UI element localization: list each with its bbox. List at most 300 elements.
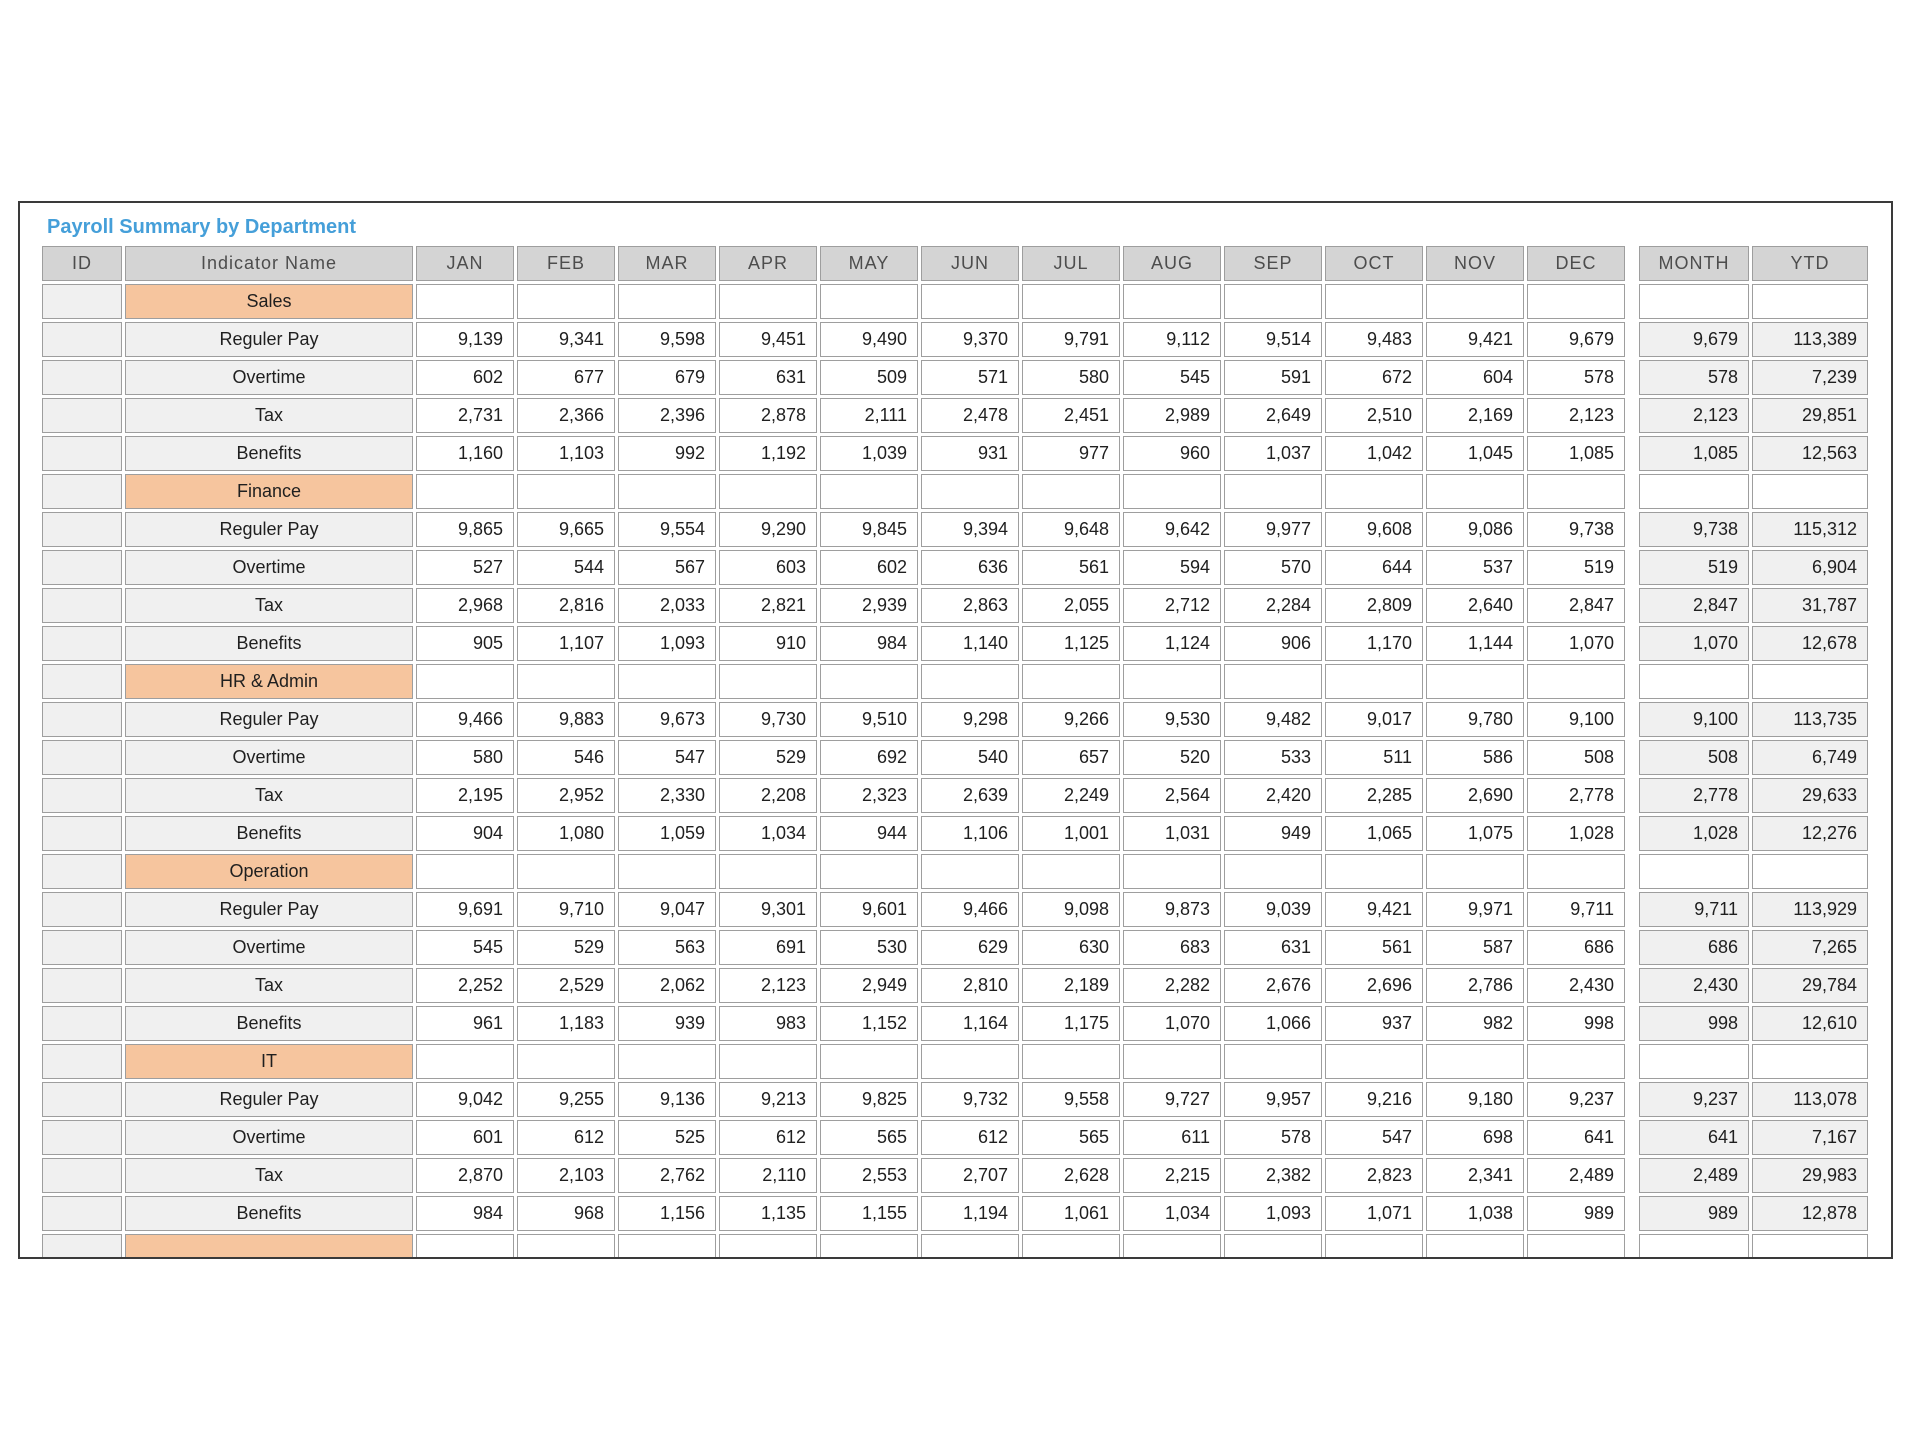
indicator-name-cell: Reguler Pay xyxy=(125,512,413,547)
empty-month-cell xyxy=(1527,854,1625,889)
empty-month-cell xyxy=(1325,854,1423,889)
month-value-cell: 601 xyxy=(416,1120,514,1155)
empty-month-cell xyxy=(820,854,918,889)
month-value-cell: 1,192 xyxy=(719,436,817,471)
indicator-row xyxy=(42,1120,1625,1155)
month-value-cell: 910 xyxy=(719,626,817,661)
month-value-cell: 9,732 xyxy=(921,1082,1019,1117)
month-value-cell: 9,180 xyxy=(1426,1082,1524,1117)
empty-month-cell xyxy=(719,1044,817,1079)
empty-month-cell xyxy=(719,284,817,319)
empty-ytd-cell xyxy=(1752,474,1868,509)
empty-month-cell xyxy=(921,854,1019,889)
month-value-cell: 9,237 xyxy=(1527,1082,1625,1117)
indicator-row xyxy=(42,588,1625,623)
empty-month-cell xyxy=(517,284,615,319)
id-cell xyxy=(42,512,122,547)
month-value-cell: 2,939 xyxy=(820,588,918,623)
indicator-name-cell: Tax xyxy=(125,588,413,623)
month-value-cell: 1,075 xyxy=(1426,816,1524,851)
month-value-cell: 2,649 xyxy=(1224,398,1322,433)
month-value-cell: 2,949 xyxy=(820,968,918,1003)
indicator-row xyxy=(42,512,1625,547)
indicator-name-cell: Overtime xyxy=(125,930,413,965)
id-cell xyxy=(42,664,122,699)
month-value-cell: 984 xyxy=(820,626,918,661)
empty-month-cell xyxy=(1224,1234,1322,1259)
indicator-row xyxy=(42,702,1625,737)
month-value-cell: 9,883 xyxy=(517,702,615,737)
month-value-cell: 9,971 xyxy=(1426,892,1524,927)
id-cell xyxy=(42,1044,122,1079)
month-value-cell: 1,066 xyxy=(1224,1006,1322,1041)
month-value-cell: 630 xyxy=(1022,930,1120,965)
empty-month-cell xyxy=(820,284,918,319)
empty-month-cell xyxy=(618,284,716,319)
ytd-cell: 12,563 xyxy=(1752,436,1868,471)
month-value-cell: 9,598 xyxy=(618,322,716,357)
indicator-summary-row xyxy=(1639,740,1868,775)
month-value-cell: 1,039 xyxy=(820,436,918,471)
month-value-cell: 571 xyxy=(921,360,1019,395)
month-value-cell: 9,466 xyxy=(416,702,514,737)
month-value-cell: 1,085 xyxy=(1527,436,1625,471)
month-total-cell: 2,489 xyxy=(1639,1158,1749,1193)
column-header-month: OCT xyxy=(1325,246,1423,281)
month-value-cell: 631 xyxy=(1224,930,1322,965)
month-value-cell: 519 xyxy=(1527,550,1625,585)
department-row xyxy=(42,1234,1625,1259)
month-value-cell: 2,553 xyxy=(820,1158,918,1193)
empty-month-cell xyxy=(1022,854,1120,889)
month-value-cell: 2,690 xyxy=(1426,778,1524,813)
empty-month-cell xyxy=(820,1044,918,1079)
month-value-cell: 9,730 xyxy=(719,702,817,737)
month-value-cell: 9,370 xyxy=(921,322,1019,357)
tables-scroll-region[interactable] xyxy=(39,243,1891,1259)
month-value-cell: 657 xyxy=(1022,740,1120,775)
month-value-cell: 565 xyxy=(1022,1120,1120,1155)
month-value-cell: 586 xyxy=(1426,740,1524,775)
month-value-cell: 603 xyxy=(719,550,817,585)
main-header-row xyxy=(42,246,1625,281)
id-cell xyxy=(42,588,122,623)
month-value-cell: 2,639 xyxy=(921,778,1019,813)
indicator-summary-row xyxy=(1639,1196,1868,1231)
month-value-cell: 2,564 xyxy=(1123,778,1221,813)
indicator-summary-row xyxy=(1639,930,1868,965)
month-total-cell: 2,847 xyxy=(1639,588,1749,623)
month-value-cell: 612 xyxy=(517,1120,615,1155)
month-value-cell: 587 xyxy=(1426,930,1524,965)
indicator-name-cell: Overtime xyxy=(125,360,413,395)
empty-ytd-cell xyxy=(1752,664,1868,699)
month-value-cell: 508 xyxy=(1527,740,1625,775)
month-value-cell: 2,870 xyxy=(416,1158,514,1193)
month-total-cell: 2,123 xyxy=(1639,398,1749,433)
month-value-cell: 602 xyxy=(820,550,918,585)
indicator-name-cell: Reguler Pay xyxy=(125,892,413,927)
month-value-cell: 9,673 xyxy=(618,702,716,737)
department-cell: HR & Admin xyxy=(125,664,413,699)
month-value-cell: 2,055 xyxy=(1022,588,1120,623)
ytd-cell: 7,265 xyxy=(1752,930,1868,965)
indicator-summary-row xyxy=(1639,702,1868,737)
indicator-name-cell: Reguler Pay xyxy=(125,1082,413,1117)
empty-month-cell xyxy=(416,1234,514,1259)
ytd-cell: 6,904 xyxy=(1752,550,1868,585)
empty-month-total-cell xyxy=(1639,1234,1749,1259)
month-value-cell: 1,175 xyxy=(1022,1006,1120,1041)
month-value-cell: 2,816 xyxy=(517,588,615,623)
ytd-cell: 29,633 xyxy=(1752,778,1868,813)
month-value-cell: 529 xyxy=(517,930,615,965)
month-value-cell: 9,100 xyxy=(1527,702,1625,737)
column-header-month: NOV xyxy=(1426,246,1524,281)
month-value-cell: 9,530 xyxy=(1123,702,1221,737)
ytd-cell: 113,929 xyxy=(1752,892,1868,927)
indicator-summary-row xyxy=(1639,436,1868,471)
month-total-cell: 1,070 xyxy=(1639,626,1749,661)
department-row xyxy=(42,284,1625,319)
indicator-summary-row xyxy=(1639,1158,1868,1193)
month-value-cell: 545 xyxy=(1123,360,1221,395)
indicator-summary-row xyxy=(1639,968,1868,1003)
empty-month-total-cell xyxy=(1639,284,1749,319)
month-value-cell: 9,679 xyxy=(1527,322,1625,357)
month-total-cell: 508 xyxy=(1639,740,1749,775)
empty-month-cell xyxy=(1123,664,1221,699)
month-value-cell: 561 xyxy=(1325,930,1423,965)
month-value-cell: 683 xyxy=(1123,930,1221,965)
month-total-cell: 9,679 xyxy=(1639,322,1749,357)
month-value-cell: 612 xyxy=(719,1120,817,1155)
month-value-cell: 580 xyxy=(1022,360,1120,395)
indicator-summary-row xyxy=(1639,588,1868,623)
month-value-cell: 2,430 xyxy=(1527,968,1625,1003)
empty-month-cell xyxy=(1022,1234,1120,1259)
column-header-month: JUN xyxy=(921,246,1019,281)
month-value-cell: 594 xyxy=(1123,550,1221,585)
empty-month-cell xyxy=(618,474,716,509)
month-value-cell: 1,001 xyxy=(1022,816,1120,851)
month-value-cell: 998 xyxy=(1527,1006,1625,1041)
empty-month-cell xyxy=(1527,1044,1625,1079)
month-value-cell: 2,195 xyxy=(416,778,514,813)
indicator-row xyxy=(42,968,1625,1003)
empty-month-cell xyxy=(921,474,1019,509)
indicator-row xyxy=(42,1082,1625,1117)
empty-month-cell xyxy=(1325,1044,1423,1079)
id-cell xyxy=(42,1158,122,1193)
column-header-month: FEB xyxy=(517,246,615,281)
indicator-summary-row xyxy=(1639,1120,1868,1155)
month-value-cell: 561 xyxy=(1022,550,1120,585)
month-value-cell: 1,031 xyxy=(1123,816,1221,851)
month-value-cell: 629 xyxy=(921,930,1019,965)
month-value-cell: 644 xyxy=(1325,550,1423,585)
month-value-cell: 2,863 xyxy=(921,588,1019,623)
empty-month-total-cell xyxy=(1639,1044,1749,1079)
month-value-cell: 968 xyxy=(517,1196,615,1231)
id-cell xyxy=(42,1120,122,1155)
month-total-cell: 2,430 xyxy=(1639,968,1749,1003)
empty-month-cell xyxy=(1123,1234,1221,1259)
indicator-name-cell: Overtime xyxy=(125,740,413,775)
month-value-cell: 9,873 xyxy=(1123,892,1221,927)
ytd-cell: 12,610 xyxy=(1752,1006,1868,1041)
month-value-cell: 9,845 xyxy=(820,512,918,547)
indicator-row xyxy=(42,398,1625,433)
empty-month-cell xyxy=(1325,474,1423,509)
month-value-cell: 547 xyxy=(618,740,716,775)
empty-month-cell xyxy=(1325,1234,1423,1259)
month-value-cell: 636 xyxy=(921,550,1019,585)
id-cell xyxy=(42,626,122,661)
column-header-month: MAY xyxy=(820,246,918,281)
month-value-cell: 1,156 xyxy=(618,1196,716,1231)
panel-title: Payroll Summary by Department xyxy=(47,216,356,238)
month-value-cell: 565 xyxy=(820,1120,918,1155)
id-cell xyxy=(42,550,122,585)
empty-month-cell xyxy=(1325,664,1423,699)
month-total-cell: 641 xyxy=(1639,1120,1749,1155)
month-value-cell: 537 xyxy=(1426,550,1524,585)
month-value-cell: 2,033 xyxy=(618,588,716,623)
indicator-row xyxy=(42,1158,1625,1193)
month-value-cell: 529 xyxy=(719,740,817,775)
month-value-cell: 905 xyxy=(416,626,514,661)
month-value-cell: 9,298 xyxy=(921,702,1019,737)
month-value-cell: 1,164 xyxy=(921,1006,1019,1041)
month-total-cell: 1,028 xyxy=(1639,816,1749,851)
month-value-cell: 567 xyxy=(618,550,716,585)
month-value-cell: 9,825 xyxy=(820,1082,918,1117)
month-value-cell: 939 xyxy=(618,1006,716,1041)
month-value-cell: 9,780 xyxy=(1426,702,1524,737)
month-value-cell: 9,451 xyxy=(719,322,817,357)
month-value-cell: 580 xyxy=(416,740,514,775)
month-total-cell: 9,711 xyxy=(1639,892,1749,927)
month-value-cell: 2,786 xyxy=(1426,968,1524,1003)
month-value-cell: 1,160 xyxy=(416,436,514,471)
empty-month-total-cell xyxy=(1639,854,1749,889)
month-value-cell: 9,510 xyxy=(820,702,918,737)
indicator-summary-row xyxy=(1639,322,1868,357)
month-value-cell: 672 xyxy=(1325,360,1423,395)
department-cell: Sales xyxy=(125,284,413,319)
department-cell xyxy=(125,1234,413,1259)
empty-month-cell xyxy=(1224,284,1322,319)
month-total-cell: 2,778 xyxy=(1639,778,1749,813)
month-value-cell: 698 xyxy=(1426,1120,1524,1155)
payroll-main-table xyxy=(39,243,1628,1259)
indicator-name-cell: Tax xyxy=(125,778,413,813)
empty-month-total-cell xyxy=(1639,474,1749,509)
empty-month-total-cell xyxy=(1639,664,1749,699)
month-value-cell: 9,601 xyxy=(820,892,918,927)
column-header-month: AUG xyxy=(1123,246,1221,281)
department-summary-row xyxy=(1639,474,1868,509)
empty-month-cell xyxy=(517,854,615,889)
empty-month-cell xyxy=(416,854,514,889)
month-value-cell: 2,762 xyxy=(618,1158,716,1193)
month-value-cell: 2,696 xyxy=(1325,968,1423,1003)
month-value-cell: 9,341 xyxy=(517,322,615,357)
column-header-month: JUL xyxy=(1022,246,1120,281)
indicator-name-cell: Overtime xyxy=(125,1120,413,1155)
month-value-cell: 2,169 xyxy=(1426,398,1524,433)
department-row xyxy=(42,474,1625,509)
month-value-cell: 2,062 xyxy=(618,968,716,1003)
month-value-cell: 1,038 xyxy=(1426,1196,1524,1231)
month-value-cell: 961 xyxy=(416,1006,514,1041)
month-value-cell: 9,466 xyxy=(921,892,1019,927)
indicator-name-cell: Tax xyxy=(125,1158,413,1193)
month-value-cell: 1,059 xyxy=(618,816,716,851)
month-value-cell: 9,266 xyxy=(1022,702,1120,737)
month-value-cell: 520 xyxy=(1123,740,1221,775)
month-value-cell: 2,707 xyxy=(921,1158,1019,1193)
month-total-cell: 9,237 xyxy=(1639,1082,1749,1117)
month-value-cell: 2,103 xyxy=(517,1158,615,1193)
month-value-cell: 1,093 xyxy=(618,626,716,661)
empty-month-cell xyxy=(517,474,615,509)
empty-month-cell xyxy=(1022,664,1120,699)
month-value-cell: 9,112 xyxy=(1123,322,1221,357)
month-value-cell: 983 xyxy=(719,1006,817,1041)
month-value-cell: 9,791 xyxy=(1022,322,1120,357)
month-value-cell: 906 xyxy=(1224,626,1322,661)
empty-ytd-cell xyxy=(1752,1044,1868,1079)
month-value-cell: 1,144 xyxy=(1426,626,1524,661)
month-value-cell: 9,421 xyxy=(1426,322,1524,357)
month-value-cell: 9,558 xyxy=(1022,1082,1120,1117)
month-value-cell: 982 xyxy=(1426,1006,1524,1041)
ytd-cell: 7,167 xyxy=(1752,1120,1868,1155)
ytd-cell: 29,851 xyxy=(1752,398,1868,433)
indicator-summary-row xyxy=(1639,816,1868,851)
month-value-cell: 2,249 xyxy=(1022,778,1120,813)
empty-ytd-cell xyxy=(1752,284,1868,319)
empty-month-cell xyxy=(1426,664,1524,699)
ytd-cell: 12,276 xyxy=(1752,816,1868,851)
month-value-cell: 677 xyxy=(517,360,615,395)
month-value-cell: 9,648 xyxy=(1022,512,1120,547)
month-value-cell: 641 xyxy=(1527,1120,1625,1155)
indicator-summary-row xyxy=(1639,1006,1868,1041)
month-value-cell: 1,140 xyxy=(921,626,1019,661)
month-value-cell: 511 xyxy=(1325,740,1423,775)
id-cell xyxy=(42,1006,122,1041)
indicator-summary-row xyxy=(1639,512,1868,547)
month-value-cell: 1,034 xyxy=(719,816,817,851)
month-value-cell: 9,711 xyxy=(1527,892,1625,927)
month-value-cell: 1,037 xyxy=(1224,436,1322,471)
month-value-cell: 937 xyxy=(1325,1006,1423,1041)
month-value-cell: 2,123 xyxy=(1527,398,1625,433)
month-value-cell: 9,136 xyxy=(618,1082,716,1117)
month-value-cell: 2,341 xyxy=(1426,1158,1524,1193)
empty-month-cell xyxy=(1224,854,1322,889)
summary-header-row xyxy=(1639,246,1868,281)
month-value-cell: 2,809 xyxy=(1325,588,1423,623)
month-value-cell: 9,554 xyxy=(618,512,716,547)
empty-month-cell xyxy=(517,664,615,699)
month-value-cell: 2,111 xyxy=(820,398,918,433)
id-cell xyxy=(42,1196,122,1231)
indicator-summary-row xyxy=(1639,398,1868,433)
month-value-cell: 2,366 xyxy=(517,398,615,433)
empty-month-cell xyxy=(1224,474,1322,509)
indicator-summary-row xyxy=(1639,550,1868,585)
month-value-cell: 2,778 xyxy=(1527,778,1625,813)
month-value-cell: 692 xyxy=(820,740,918,775)
department-row xyxy=(42,664,1625,699)
month-value-cell: 546 xyxy=(517,740,615,775)
column-header-month: DEC xyxy=(1527,246,1625,281)
month-value-cell: 2,323 xyxy=(820,778,918,813)
month-value-cell: 1,042 xyxy=(1325,436,1423,471)
empty-month-cell xyxy=(921,664,1019,699)
indicator-summary-row xyxy=(1639,778,1868,813)
empty-month-cell xyxy=(618,1234,716,1259)
month-value-cell: 989 xyxy=(1527,1196,1625,1231)
month-value-cell: 578 xyxy=(1527,360,1625,395)
month-value-cell: 2,847 xyxy=(1527,588,1625,623)
empty-month-cell xyxy=(1426,1234,1524,1259)
empty-month-cell xyxy=(416,284,514,319)
month-value-cell: 2,123 xyxy=(719,968,817,1003)
indicator-summary-row xyxy=(1639,892,1868,927)
month-value-cell: 591 xyxy=(1224,360,1322,395)
month-value-cell: 9,098 xyxy=(1022,892,1120,927)
column-header-month: MAR xyxy=(618,246,716,281)
id-cell xyxy=(42,702,122,737)
month-value-cell: 612 xyxy=(921,1120,1019,1155)
month-value-cell: 9,213 xyxy=(719,1082,817,1117)
month-value-cell: 2,451 xyxy=(1022,398,1120,433)
indicator-name-cell: Benefits xyxy=(125,816,413,851)
ytd-cell: 12,678 xyxy=(1752,626,1868,661)
department-row xyxy=(42,854,1625,889)
month-value-cell: 1,070 xyxy=(1527,626,1625,661)
empty-month-cell xyxy=(1426,474,1524,509)
month-value-cell: 527 xyxy=(416,550,514,585)
month-value-cell: 547 xyxy=(1325,1120,1423,1155)
indicator-name-cell: Overtime xyxy=(125,550,413,585)
month-value-cell: 679 xyxy=(618,360,716,395)
column-header-indicator-name: Indicator Name xyxy=(125,246,413,281)
month-value-cell: 1,071 xyxy=(1325,1196,1423,1231)
month-total-cell: 989 xyxy=(1639,1196,1749,1231)
month-value-cell: 1,065 xyxy=(1325,816,1423,851)
month-value-cell: 2,382 xyxy=(1224,1158,1322,1193)
id-cell xyxy=(42,816,122,851)
month-value-cell: 1,045 xyxy=(1426,436,1524,471)
department-cell: Finance xyxy=(125,474,413,509)
indicator-row xyxy=(42,626,1625,661)
month-value-cell: 9,665 xyxy=(517,512,615,547)
payroll-summary-table xyxy=(1636,243,1871,1259)
empty-ytd-cell xyxy=(1752,1234,1868,1259)
department-summary-row xyxy=(1639,1234,1868,1259)
indicator-row xyxy=(42,778,1625,813)
department-summary-row xyxy=(1639,284,1868,319)
empty-month-cell xyxy=(1224,664,1322,699)
indicator-name-cell: Benefits xyxy=(125,1196,413,1231)
month-value-cell: 2,810 xyxy=(921,968,1019,1003)
